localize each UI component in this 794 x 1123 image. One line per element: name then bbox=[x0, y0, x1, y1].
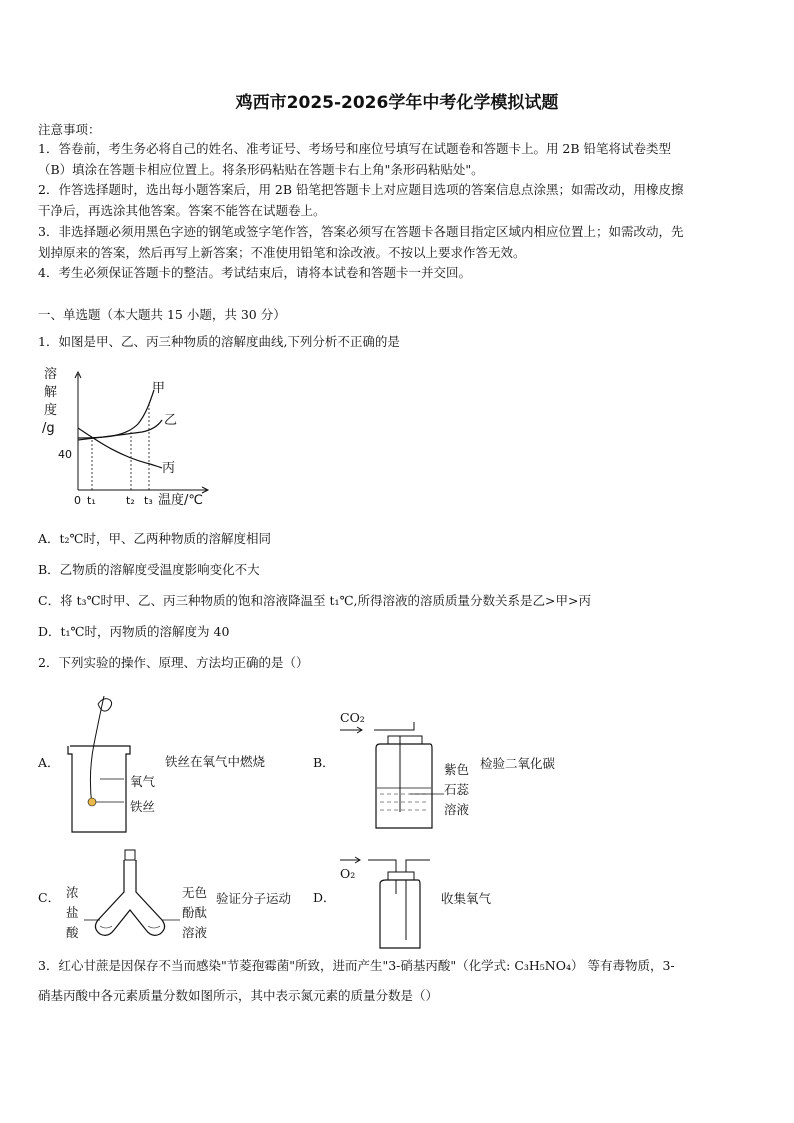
solubility-curve-graph bbox=[38, 362, 218, 512]
iron-burning-apparatus bbox=[64, 684, 174, 836]
x-tick-t1: t₁ bbox=[87, 494, 96, 507]
x-tick-t3: t₃ bbox=[144, 494, 153, 507]
inlet-tube bbox=[374, 722, 414, 730]
label-conc-1: 浓 bbox=[66, 885, 79, 900]
label-oxygen: 氧气 bbox=[130, 774, 156, 789]
notice-heading: 注意事项： bbox=[38, 122, 101, 137]
liquid-right bbox=[148, 926, 160, 928]
series-label-jia: 甲 bbox=[152, 381, 166, 396]
q2-option-a-desc: 铁丝在氧气中燃烧 bbox=[165, 754, 266, 769]
question-3-line-2: 硝基丙酸中各元素质量分数如图所示，其中表示氮元素的质量分数是（） bbox=[38, 988, 439, 1003]
q2-option-c-letter: C． bbox=[38, 890, 61, 905]
x-axis-label: 温度/℃ bbox=[158, 493, 203, 508]
section-heading: 一、单选题（本大题共 15 小题，共 30 分） bbox=[38, 307, 286, 322]
y-tube-stopper bbox=[125, 850, 135, 860]
q2-option-b-letter: B． bbox=[313, 755, 335, 770]
flame-icon bbox=[88, 798, 96, 806]
bottle bbox=[380, 880, 420, 948]
curve-jia bbox=[78, 390, 154, 438]
co2-test-bottle bbox=[340, 722, 450, 832]
iron-wire bbox=[90, 696, 104, 806]
oxygen-collection-bottle bbox=[340, 850, 440, 950]
y-axis-label-2: 解 bbox=[44, 385, 58, 400]
q2-option-a-letter: A． bbox=[38, 755, 60, 770]
notice-line: 3．非选择题必须用黑色字迹的钢笔或签字笔作答，答案必须写在答题卡各题目指定区域内相应位置上；如需改动，先 bbox=[38, 224, 684, 239]
notice-line: 1．答卷前，考生务必将自己的姓名、准考证号、考场号和座位号填写在试题卷和答题卡上。用 2B 铅笔将试卷类型 bbox=[38, 141, 672, 156]
q2-option-b-desc: 检验二氧化碳 bbox=[480, 756, 556, 771]
q1-option-b: B．乙物质的溶解度受温度影响变化不大 bbox=[38, 562, 260, 577]
gas-bottle bbox=[68, 746, 130, 832]
label-iron-wire: 铁丝 bbox=[130, 799, 156, 814]
q1-option-a: A．t₂℃时，甲、乙两种物质的溶解度相同 bbox=[38, 531, 272, 546]
q1-option-d: D．t₁℃时，丙物质的溶解度为 40 bbox=[38, 624, 230, 639]
label-co2: CO₂ bbox=[340, 710, 365, 725]
notice-line: （B）填涂在答题卡相应位置上。将条形码粘贴在答题卡右上角"条形码粘贴处"。 bbox=[38, 162, 484, 177]
label-conc-2: 盐 bbox=[66, 905, 79, 920]
label-phenolphthalein: 酚酞 bbox=[182, 905, 208, 920]
page-title: 鸡西市2025-2026学年中考化学模拟试题 bbox=[235, 93, 559, 113]
stopper bbox=[388, 736, 422, 744]
label-conc-3: 酸 bbox=[66, 925, 79, 940]
label-purple: 紫色 bbox=[444, 762, 470, 777]
label-o2: O₂ bbox=[340, 866, 356, 881]
question-2-stem: 2．下列实验的操作、原理、方法均正确的是（） bbox=[38, 655, 309, 670]
y-tube-apparatus bbox=[84, 848, 184, 944]
y-axis-label-4: /g bbox=[42, 421, 55, 436]
y-tick-40: 40 bbox=[58, 448, 72, 461]
q2-option-d-letter: D． bbox=[313, 890, 336, 905]
stopper bbox=[388, 872, 414, 880]
x-tick-t2: t₂ bbox=[126, 494, 135, 507]
question-3-line-1: 3．红心甘蔗是因保存不当而感染"节菱孢霉菌"所致，进而产生"3-硝基丙酸"（化学式: C₃H₅NO₄） 等有毒物质，3- bbox=[38, 958, 675, 973]
label-solution: 溶液 bbox=[444, 802, 470, 817]
series-label-yi: 乙 bbox=[164, 413, 178, 428]
outlet-tube bbox=[406, 860, 430, 872]
y-axis-label-1: 溶 bbox=[44, 367, 58, 382]
label-solution-c: 溶液 bbox=[182, 925, 208, 940]
label-colorless: 无色 bbox=[182, 885, 208, 900]
notice-line: 4．考生必须保证答题卡的整洁。考试结束后，请将本试卷和答题卡一并交回。 bbox=[38, 265, 471, 280]
y-axis-label-3: 度 bbox=[44, 403, 58, 418]
bottle bbox=[376, 744, 432, 828]
q2-option-d-desc: 收集氧气 bbox=[441, 891, 492, 906]
notice-line: 2．作答选择题时，选出每小题答案后，用 2B 铅笔把答题卡上对应题目选项的答案信息点涂黑；如需改动，用橡皮擦 bbox=[38, 182, 684, 197]
question-1-stem: 1．如图是甲、乙、丙三种物质的溶解度曲线,下列分析不正确的是 bbox=[38, 334, 400, 349]
series-label-bing: 丙 bbox=[162, 461, 176, 476]
liquid-left bbox=[100, 926, 112, 928]
notice-line: 划掉原来的答案，然后再写上新答案；不准使用铅笔和涂改液。不按以上要求作答无效。 bbox=[38, 245, 526, 260]
label-litmus: 石蕊 bbox=[444, 782, 470, 797]
q2-option-c-desc: 验证分子运动 bbox=[216, 891, 292, 906]
origin-label: 0 bbox=[74, 494, 81, 507]
inlet-tube bbox=[368, 860, 396, 872]
notice-line: 干净后，再选涂其他答案。答案不能答在试题卷上。 bbox=[38, 203, 326, 218]
hand-tongs bbox=[98, 699, 112, 711]
q1-option-c: C．将 t₃℃时甲、乙、丙三种物质的饱和溶液降温至 t₁℃,所得溶液的溶质质量分数关系是乙>甲>丙 bbox=[38, 593, 591, 608]
y-tube bbox=[95, 860, 164, 935]
